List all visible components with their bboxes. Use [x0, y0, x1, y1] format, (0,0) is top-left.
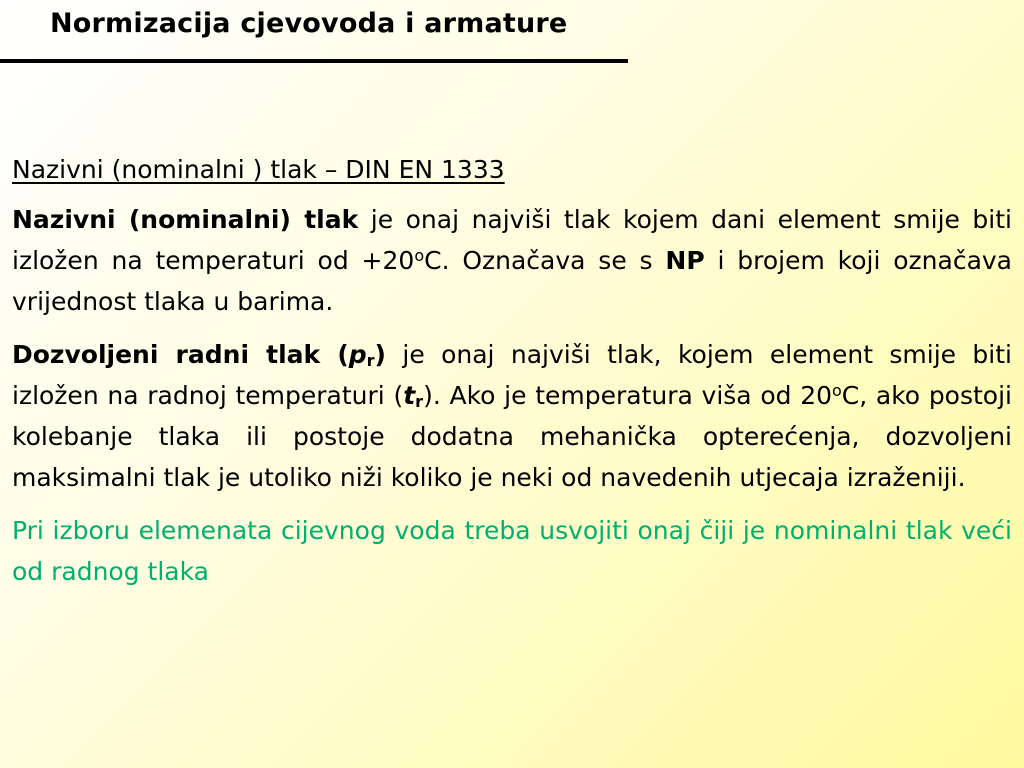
working-pressure-text-c: C, ako postoji kolebanje tlaka ili postoje dodatna mehanička opterećenja, dozvoljeni maksimalni tlak je utoliko niži koliko je neki od navedenih utjecaja izraženiji.: [12, 381, 1012, 492]
nominal-pressure-paragraph: [12, 199, 1012, 322]
section-heading: Nazivni (nominalni ) tlak – DIN EN 1333: [12, 155, 505, 184]
p-symbol: p: [348, 340, 367, 369]
degree-mark: o: [832, 381, 842, 400]
nominal-pressure-term: Nazivni (nominalni) tlak: [12, 205, 359, 234]
working-pressure-term-start: Dozvoljeni radni tlak (: [12, 340, 349, 369]
nominal-pressure-text-a: je onaj najviši tlak kojem dani element smije biti izložen na temperaturi od +20: [12, 205, 1012, 275]
working-pressure-paragraph: [12, 334, 1012, 498]
slide-title: Normizacija cjevovoda i armature: [50, 8, 568, 39]
working-pressure-text-a: je onaj najviši tlak, kojem element smije biti izložen na radnoj temperaturi (: [12, 340, 1012, 410]
selection-note: Pri izboru elemenata cijevnog voda treba usvojiti onaj čiji je nominalni tlak veći od radnog tlaka: [12, 516, 1012, 586]
title-underline-rule: [0, 59, 628, 63]
np-symbol: NP: [665, 246, 705, 275]
degree-mark: o: [414, 246, 425, 265]
working-pressure-term-end: ): [374, 340, 386, 369]
slide-body: [12, 150, 1012, 592]
p-subscript: r: [366, 351, 375, 370]
t-symbol: t: [403, 381, 416, 410]
t-subscript: r: [415, 392, 424, 411]
nominal-pressure-text-b: C. Označava se s: [424, 246, 666, 275]
working-pressure-text-b: ). Ako je temperatura viša od 20: [423, 381, 832, 410]
nominal-pressure-text-c: i brojem koji označava vrijednost tlaka u barima.: [12, 246, 1012, 316]
